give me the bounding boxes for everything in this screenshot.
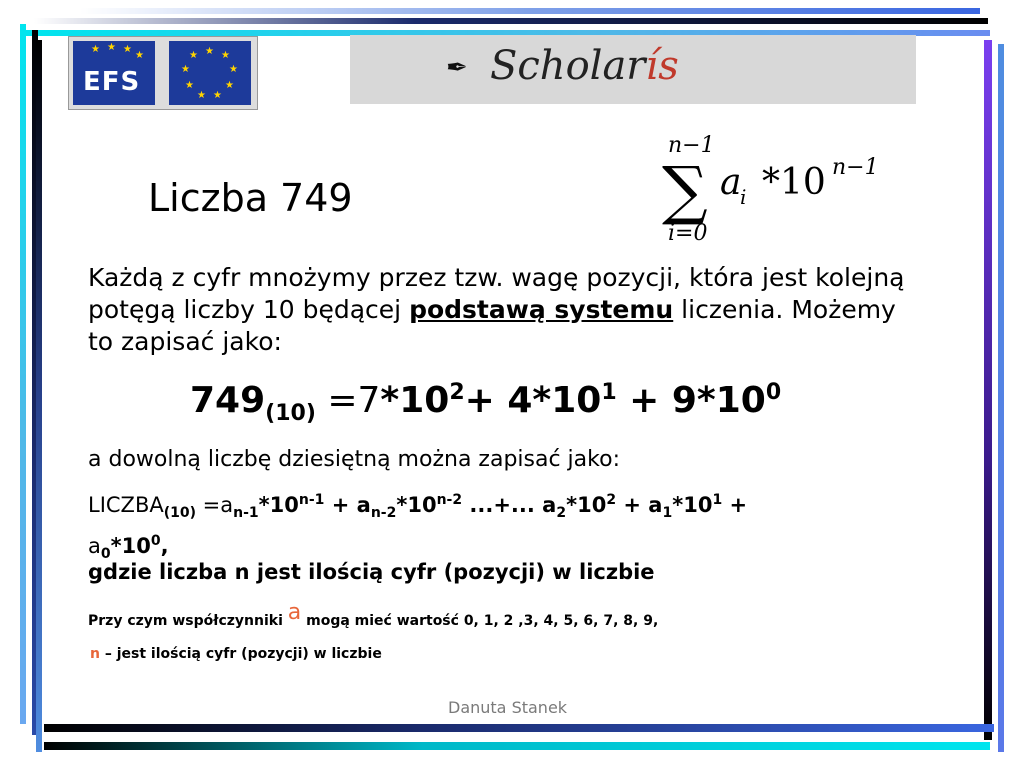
coefficient-note: Przy czym współczynniki a mogą mieć wartość 0, 1, 2 ,3, 4, 5, 6, 7, 8, 9, — [88, 600, 659, 629]
eu-flag-icon: ★ ★ ★ ★ ★ ★ ★ ★ ★ — [169, 41, 251, 105]
sum-term-sub: i — [740, 185, 747, 209]
summation-formula — [656, 128, 896, 248]
n-note: n – jest ilością cyfr (pozycji) w liczbie — [90, 646, 382, 662]
frame-bottom-dark-bar — [44, 724, 994, 732]
frame-right-blue-bar — [998, 44, 1004, 752]
frame-left-blue-bar — [36, 40, 42, 752]
frame-bottom-cyan-bar — [44, 742, 990, 750]
intro-paragraph: Każdą z cyfr mnożymy przez tzw. wagę pozycji, która jest kolejną potęgą liczby 10 będącej podstawą systemu liczenia. Możemy to zapisać jako: — [88, 263, 905, 356]
frame-left-cyan-bar — [20, 24, 26, 724]
quill-icon: ✒ — [446, 53, 468, 83]
slide-title: Liczba 749 — [148, 176, 353, 220]
sum-term-exp: n−1 — [832, 155, 879, 180]
frame-right-purple-bar — [984, 40, 992, 740]
author-footer: Danuta Stanek — [448, 698, 568, 717]
efs-logo — [68, 36, 258, 110]
frame-top-dark-bar — [34, 18, 988, 24]
sigma-symbol: ∑ — [662, 154, 708, 228]
efs-label: EFS — [83, 67, 141, 97]
general-formula: $LICZBA_{(10)} =a_{n-1}*10^{n-1} + a_{n-2}*10^{n-2}$ ...+... $a_2*10^2 + a_1*10^1$ + $a_0*10^0$, — [88, 492, 748, 563]
frame-top-blue-bar — [80, 8, 980, 14]
sum-lower-limit: i=0 — [668, 221, 708, 246]
sum-term-a: a — [720, 162, 742, 203]
emphasis-term: podstawą systemu — [409, 295, 674, 324]
scholaris-logo — [350, 35, 916, 104]
sum-term-rest: *10 — [762, 162, 826, 203]
sum-upper-limit: n−1 — [668, 133, 715, 158]
n-definition: gdzie liczba n jest ilością cyfr (pozycji) w liczbie — [88, 560, 655, 584]
main-equation: $749_{(10)} =7*10^2+ 4*10^1 + 9*10^0$ — [190, 380, 782, 427]
general-intro-line: a dowolną liczbę dziesiętną można zapisać jako: — [88, 447, 620, 472]
scholaris-wordmark: Scholarís — [490, 43, 679, 89]
efs-flag: ★ ★ ★ ★ EFS — [73, 41, 155, 105]
